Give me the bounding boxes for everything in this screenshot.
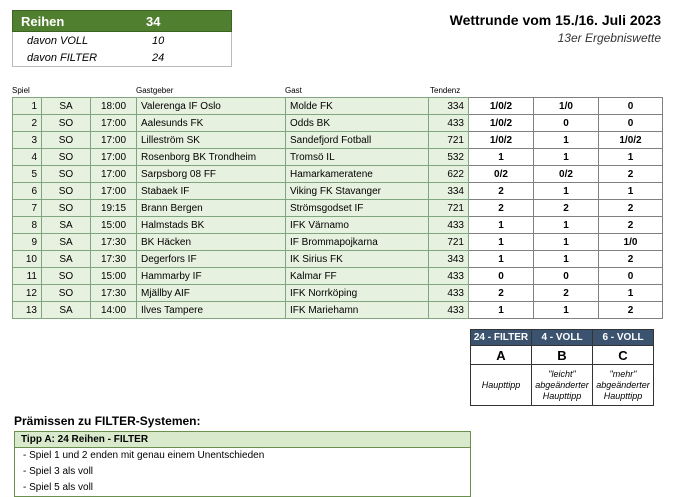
match-time: 15:00 (91, 268, 137, 285)
match-time: 17:00 (91, 149, 137, 166)
tip-c: 1 (599, 149, 663, 166)
match-tendency: 433 (429, 268, 469, 285)
match-home-team: Ilves Tampere (137, 302, 286, 319)
premises-title: Prämissen zu FILTER-Systemen: (14, 414, 201, 428)
match-away-team: Molde FK (286, 98, 429, 115)
match-time: 18:00 (91, 98, 137, 115)
match-number: 3 (13, 132, 42, 149)
premises-line: - Spiel 1 und 2 enden mit genau einem Unentschieden (23, 450, 265, 461)
system-desc-line: "leicht" (548, 368, 576, 379)
match-number: 11 (13, 268, 42, 285)
premises-line: - Spiel 5 als voll (23, 482, 94, 493)
tip-c: 2 (599, 166, 663, 183)
tip-c: 2 (599, 200, 663, 217)
match-number: 9 (13, 234, 42, 251)
match-day: SA (42, 302, 91, 319)
tip-a: 1 (469, 251, 534, 268)
tip-a: 1 (469, 149, 534, 166)
system-header: 4 - VOLL (532, 330, 593, 346)
tip-a: 1 (469, 234, 534, 251)
match-day: SO (42, 268, 91, 285)
system-desc-line: Haupttipp (481, 379, 521, 390)
match-away-team: IK Sirius FK (286, 251, 429, 268)
match-tendency: 334 (429, 98, 469, 115)
system-desc-line: Haupttipp (542, 390, 582, 401)
table-row (13, 217, 663, 234)
system-letter: A (471, 346, 532, 365)
match-day: SA (42, 234, 91, 251)
tip-b: 0 (534, 268, 599, 285)
system-desc (532, 365, 593, 406)
match-day: SA (42, 217, 91, 234)
match-day: SO (42, 149, 91, 166)
tip-c: 2 (599, 302, 663, 319)
system-header: 24 - FILTER (471, 330, 532, 346)
system-desc-line: abgeänderter (596, 379, 650, 390)
tip-c: 0 (599, 268, 663, 285)
tip-b: 1 (534, 183, 599, 200)
summary-header-value: 34 (146, 13, 161, 29)
match-time: 17:00 (91, 115, 137, 132)
match-home-team: Stabaek IF (137, 183, 286, 200)
match-tendency: 433 (429, 302, 469, 319)
match-away-team: Odds BK (286, 115, 429, 132)
match-day: SA (42, 251, 91, 268)
match-away-team: Viking FK Stavanger (286, 183, 429, 200)
match-tendency: 721 (429, 132, 469, 149)
tip-a: 0 (469, 268, 534, 285)
match-time: 15:00 (91, 217, 137, 234)
match-time: 17:00 (91, 132, 137, 149)
match-away-team: IFK Mariehamn (286, 302, 429, 319)
match-away-team: IFK Värnamo (286, 217, 429, 234)
table-row (13, 115, 663, 132)
table-row (13, 251, 663, 268)
table-row (13, 234, 663, 251)
match-time: 17:00 (91, 166, 137, 183)
page-title: Wettrunde vom 15./16. Juli 2023 (449, 12, 661, 28)
premises-line: - Spiel 3 als voll (23, 466, 94, 477)
match-number: 8 (13, 217, 42, 234)
table-row (13, 149, 663, 166)
tip-a: 2 (469, 200, 534, 217)
tip-c: 1 (599, 285, 663, 302)
summary-row-label: davon FILTER (27, 51, 98, 64)
match-tendency: 433 (429, 217, 469, 234)
col-label-gast: Gast (285, 86, 302, 95)
match-time: 17:00 (91, 183, 137, 200)
system-desc (471, 365, 532, 406)
tip-c: 0 (599, 115, 663, 132)
match-time: 17:30 (91, 285, 137, 302)
match-home-team: Valerenga IF Oslo (137, 98, 286, 115)
table-row (13, 268, 663, 285)
match-away-team: Strömsgodset IF (286, 200, 429, 217)
summary-row-label: davon VOLL (27, 34, 89, 47)
tip-b: 1 (534, 217, 599, 234)
match-home-team: Rosenborg BK Trondheim (137, 149, 286, 166)
tip-c: 0 (599, 98, 663, 115)
match-home-team: Hammarby IF (137, 268, 286, 285)
page-subtitle: 13er Ergebniswette (557, 31, 661, 45)
match-number: 4 (13, 149, 42, 166)
col-label-tendenz: Tendenz (430, 86, 461, 95)
match-away-team: Tromsö IL (286, 149, 429, 166)
col-label-gastgeber: Gastgeber (136, 86, 174, 95)
col-label-spiel: Spiel (12, 86, 30, 95)
tip-c: 1/0 (599, 234, 663, 251)
table-row (13, 132, 663, 149)
tip-c: 2 (599, 251, 663, 268)
match-time: 17:30 (91, 251, 137, 268)
tip-a: 1 (469, 217, 534, 234)
match-number: 2 (13, 115, 42, 132)
tip-a: 1/0/2 (469, 98, 534, 115)
match-number: 5 (13, 166, 42, 183)
match-home-team: Brann Bergen (137, 200, 286, 217)
match-tendency: 433 (429, 285, 469, 302)
match-home-team: Halmstads BK (137, 217, 286, 234)
tip-b: 1 (534, 302, 599, 319)
summary-row-value: 10 (152, 34, 165, 47)
table-row (13, 200, 663, 217)
match-day: SO (42, 285, 91, 302)
match-day: SO (42, 115, 91, 132)
match-number: 13 (13, 302, 42, 319)
match-number: 7 (13, 200, 42, 217)
tip-c: 1 (599, 183, 663, 200)
match-day: SO (42, 183, 91, 200)
tip-b: 1/0 (534, 98, 599, 115)
title-block (450, 12, 661, 45)
match-number: 12 (13, 285, 42, 302)
match-home-team: Degerfors IF (137, 251, 286, 268)
summary-row-value: 24 (152, 51, 165, 64)
match-number: 6 (13, 183, 42, 200)
table-row (13, 98, 663, 115)
match-time: 17:30 (91, 234, 137, 251)
match-away-team: Sandefjord Fotball (286, 132, 429, 149)
match-away-team: IF Brommapojkarna (286, 234, 429, 251)
match-tendency: 343 (429, 251, 469, 268)
tip-b: 0 (534, 115, 599, 132)
tip-c: 2 (599, 217, 663, 234)
match-home-team: Lilleström SK (137, 132, 286, 149)
match-day: SA (42, 98, 91, 115)
tip-b: 1 (534, 149, 599, 166)
table-row (13, 166, 663, 183)
match-home-team: Mjällby AIF (137, 285, 286, 302)
summary-row (12, 49, 232, 67)
match-home-team: BK Häcken (137, 234, 286, 251)
match-away-team: IFK Norrköping (286, 285, 429, 302)
tip-a: 2 (469, 285, 534, 302)
matches-table (12, 97, 663, 319)
tip-b: 1 (534, 251, 599, 268)
premises-box (14, 431, 471, 497)
table-row (13, 285, 663, 302)
systems-table (470, 329, 654, 406)
match-day: SO (42, 200, 91, 217)
system-desc (593, 365, 654, 406)
match-tendency: 334 (429, 183, 469, 200)
system-letter: B (532, 346, 593, 365)
system-letter: C (593, 346, 654, 365)
match-tendency: 433 (429, 115, 469, 132)
match-number: 1 (13, 98, 42, 115)
system-desc-line: "mehr" (609, 368, 637, 379)
tip-b: 2 (534, 285, 599, 302)
tip-a: 1/0/2 (469, 132, 534, 149)
tip-b: 1 (534, 234, 599, 251)
premises-header: Tipp A: 24 Reihen - FILTER (15, 432, 470, 448)
table-row (13, 302, 663, 319)
system-desc-line: abgeänderter (535, 379, 589, 390)
table-row (13, 183, 663, 200)
system-desc-line: Haupttipp (603, 390, 643, 401)
match-time: 19:15 (91, 200, 137, 217)
match-tendency: 721 (429, 200, 469, 217)
summary-box (12, 10, 232, 67)
tip-b: 1 (534, 132, 599, 149)
match-home-team: Aalesunds FK (137, 115, 286, 132)
summary-row (12, 32, 232, 49)
match-tendency: 721 (429, 234, 469, 251)
tip-c: 1/0/2 (599, 132, 663, 149)
tip-a: 1/0/2 (469, 115, 534, 132)
tip-a: 1 (469, 302, 534, 319)
match-day: SO (42, 132, 91, 149)
match-number: 10 (13, 251, 42, 268)
match-time: 14:00 (91, 302, 137, 319)
tip-a: 2 (469, 183, 534, 200)
match-away-team: Kalmar FF (286, 268, 429, 285)
match-away-team: Hamarkameratene (286, 166, 429, 183)
tip-a: 0/2 (469, 166, 534, 183)
match-tendency: 622 (429, 166, 469, 183)
match-home-team: Sarpsborg 08 FF (137, 166, 286, 183)
system-header: 6 - VOLL (593, 330, 654, 346)
match-day: SO (42, 166, 91, 183)
tip-b: 0/2 (534, 166, 599, 183)
match-tendency: 532 (429, 149, 469, 166)
summary-header-label: Reihen (21, 13, 65, 29)
tip-b: 2 (534, 200, 599, 217)
summary-header (12, 10, 232, 32)
